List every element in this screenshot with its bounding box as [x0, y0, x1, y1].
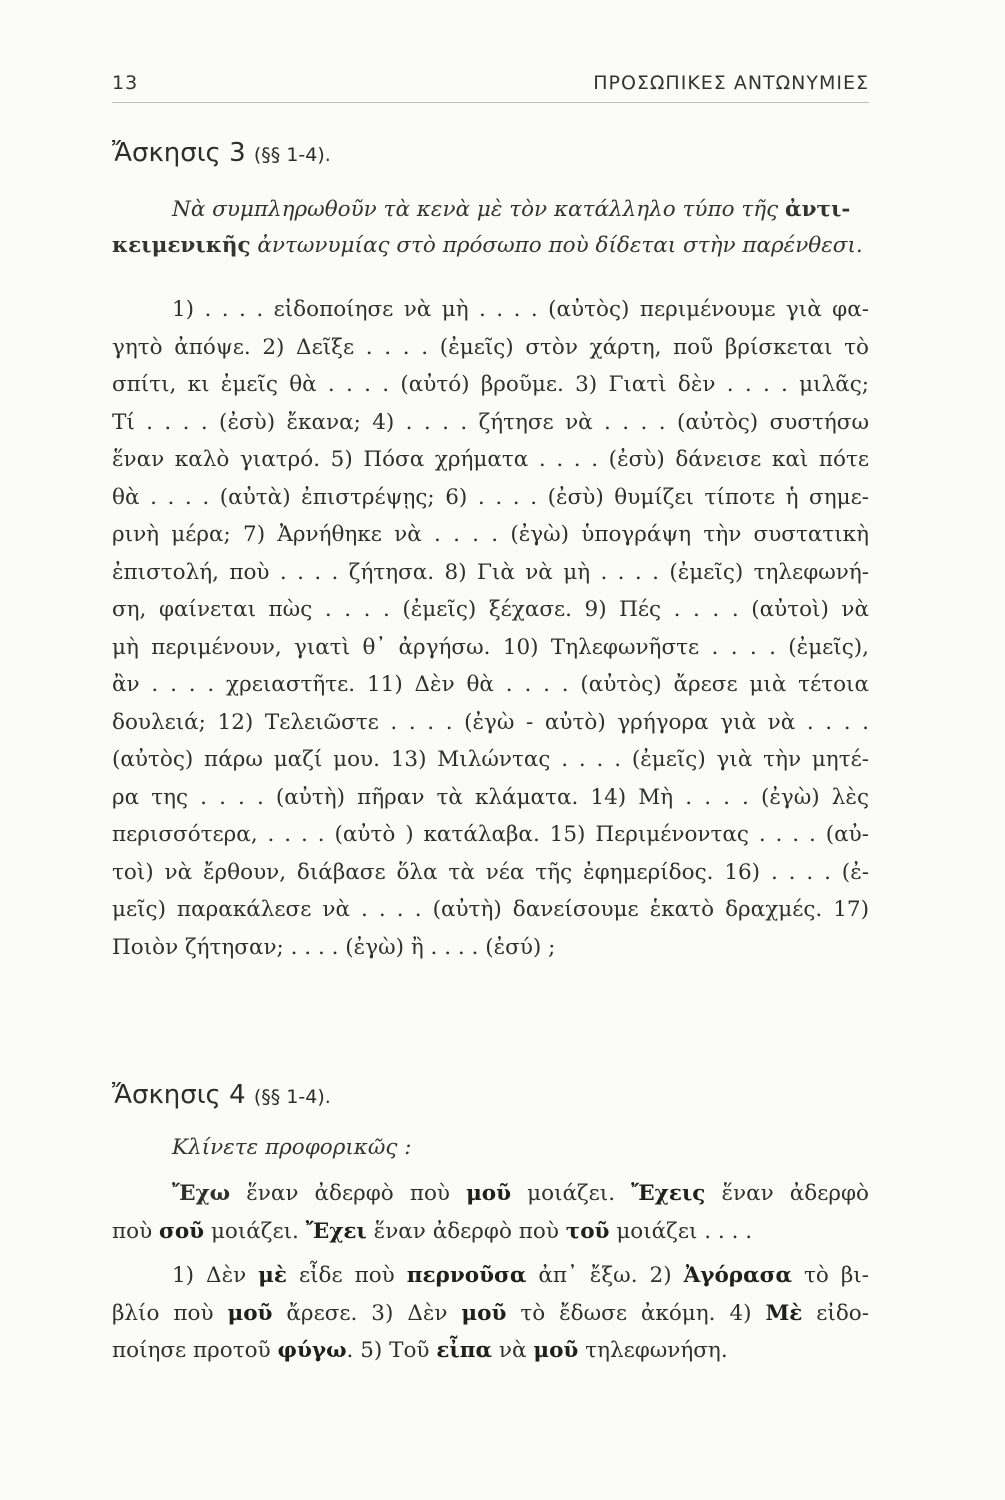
plain-text: ἄρεσε. 3) Δὲν — [272, 1300, 462, 1326]
exercise-4-title — [112, 1080, 331, 1110]
page-header — [112, 72, 869, 94]
exercise-4-instruction: Κλίνετε προφορικῶς : — [172, 1135, 412, 1160]
exercise-4-items — [112, 1257, 869, 1370]
bold-word: τοῦ — [565, 1218, 610, 1244]
page-number: 13 — [112, 72, 139, 94]
text-line: ρινὴ μέρα; 7) Ἀρνήθηκε νὰ . . . . (ἐγὼ) ὑπογράψη τὴν συστατικὴ — [112, 522, 869, 547]
bold-word: Ἔχεις — [631, 1181, 706, 1206]
plain-text: ἕναν ἀδερφὸ — [705, 1181, 870, 1206]
exercise-3-instruction — [112, 192, 869, 264]
instruction-bold: κειμενικῆς — [112, 233, 251, 258]
plain-text: τὸ ἔδωσε ἀκόμη. 4) — [506, 1300, 766, 1326]
exercise-4-ref: (§§ 1-4). — [253, 1086, 331, 1108]
plain-text: ποίησε προτοῦ — [112, 1338, 278, 1363]
text-line: γητὸ ἀπόψε. 2) Δεῖξε . . . . (ἐμεῖς) στὸν χάρτη, ποῦ βρίσκεται τὸ — [112, 334, 869, 360]
text-line: 1) . . . . εἰδοποίησε νὰ μὴ . . . . (αὐτὸς) περιμένουμε γιὰ φα- — [172, 297, 869, 322]
text-line: ἕναν καλὸ γιατρό. 5) Πόσα χρήματα . . . . (ἐσὺ) δάνεισε καὶ πότε — [112, 447, 869, 472]
text-line — [112, 1175, 869, 1213]
bold-word: Ἔχει — [305, 1218, 367, 1244]
plain-text: εἶδε ποὺ — [286, 1263, 407, 1288]
bold-word: φύγω — [277, 1338, 347, 1363]
text-line: ρα της . . . . (αὐτὴ) πῆραν τὰ κλάματα. 14) Μὴ . . . . (ἐγὼ) λὲς — [112, 784, 869, 810]
text-line: τοὶ) νὰ ἔρθουν, διάβασε ὅλα τὰ νέα τῆς ἐφημερίδος. 16) . . . . (ἐ- — [112, 859, 869, 885]
plain-text: μοιάζει. — [511, 1181, 632, 1206]
text-line — [112, 1257, 869, 1295]
plain-text: ἕναν ἀδερφὸ ποὺ — [230, 1181, 467, 1206]
bold-word: Ἀγόρασα — [683, 1263, 793, 1288]
text-line: μεῖς) παρακάλεσε νὰ . . . . (αὐτὴ) δανείσουμε ἑκατὸ δραχμές. 17) — [112, 897, 869, 922]
exercise-4-example — [112, 1175, 869, 1250]
text-line: (αὐτὸς) πάρω μαζί μου. 13) Μιλώντας . . . . (ἐμεῖς) γιὰ τὴν μητέ- — [112, 747, 869, 772]
bold-word: μοῦ — [461, 1300, 507, 1326]
bold-word: σοῦ — [158, 1218, 205, 1244]
exercise-4-title-text: Ἄσκησις 4 — [112, 1080, 246, 1110]
plain-text: ἀπ᾽ ἔξω. 2) — [526, 1263, 684, 1288]
text-line — [112, 1295, 869, 1333]
text-line — [112, 1213, 869, 1251]
text-line: Τί . . . . (ἐσὺ) ἔκανα; 4) . . . . ζήτησε νὰ . . . . (αὐτὸς) συστήσω — [112, 409, 869, 435]
instruction-part: Νὰ συμπληρωθοῦν τὰ κενὰ μὲ τὸν κατάλληλο τύπο τῆς — [172, 197, 786, 222]
plain-text: τηλεφωνήση. — [578, 1338, 728, 1363]
text-line — [112, 1332, 869, 1370]
exercise-3-ref: (§§ 1-4). — [253, 144, 331, 166]
text-line: ἐπιστολή, ποὺ . . . . ζήτησα. 8) Γιὰ νὰ μὴ . . . . (ἐμεῖς) τηλεφωνή- — [112, 559, 869, 585]
running-title: ΠΡΟΣΩΠΙΚΕΣ ΑΝΤΩΝΥΜΙΕΣ — [593, 72, 869, 94]
bold-word: εἶπα — [436, 1338, 493, 1363]
instruction-part: ἀντωνυμίας στὸ πρόσωπο ποὺ δίδεται στὴν παρένθεσι. — [250, 233, 863, 258]
plain-text: εἰδο- — [802, 1300, 869, 1326]
plain-text: τὸ βι- — [792, 1263, 869, 1288]
text-line: ἂν . . . . χρειαστῆτε. 11) Δὲν θὰ . . . . (αὐτὸς) ἄρεσε μιὰ τέτοια — [112, 672, 869, 697]
plain-text: ἕναν ἀδερφὸ ποὺ — [366, 1218, 566, 1244]
bold-word: περνοῦσα — [406, 1263, 527, 1288]
plain-text: νὰ — [492, 1338, 534, 1363]
text-line: Ποιὸν ζήτησαν; . . . . (ἐγὼ) ἢ . . . . (ἐσύ) ; — [112, 934, 556, 960]
text-line: σπίτι, κι ἐμεῖς θὰ . . . . (αὐτό) βροῦμε. 3) Γιατὶ δὲν . . . . μιλᾶς; — [112, 372, 869, 397]
instruction-bold: ἀντι- — [785, 197, 851, 222]
text-line: περισσότερα, . . . . (αὐτὸ ) κατάλαβα. 15) Περιμένοντας . . . . (αὐ- — [112, 822, 869, 847]
exercise-3-title-text: Ἄσκησις 3 — [112, 138, 246, 168]
plain-text: μοιάζει . . . . — [609, 1218, 753, 1244]
plain-text: . 5) Τοῦ — [346, 1338, 437, 1363]
bold-word: Μὲ — [765, 1300, 803, 1326]
plain-text: μοιάζει. — [204, 1218, 306, 1244]
bold-word: μοῦ — [533, 1338, 579, 1363]
bold-word: Ἔχω — [172, 1181, 231, 1206]
text-line: θὰ . . . . (αὐτὰ) ἐπιστρέψῃς; 6) . . . . (ἐσὺ) θυμίζει τίποτε ἡ σημε- — [112, 484, 869, 510]
text-line: ση, φαίνεται πὼς . . . . (ἐμεῖς) ξέχασε. 9) Πές . . . . (αὐτοὶ) νὰ — [112, 597, 869, 622]
header-rule — [112, 102, 869, 103]
plain-text: βλίο ποὺ — [112, 1300, 228, 1326]
bold-word: μοῦ — [466, 1181, 512, 1206]
text-line: δουλειά; 12) Τελειῶστε . . . . (ἐγὼ - αὐτὸ) γρήγορα γιὰ νὰ . . . . — [112, 709, 869, 735]
exercise-3-body — [112, 291, 869, 966]
bold-word: μοῦ — [227, 1300, 273, 1326]
plain-text: 1) Δὲν — [172, 1263, 259, 1288]
plain-text: ποὺ — [112, 1218, 159, 1244]
text-line: μὴ περιμένουν, γιατὶ θ᾽ ἀργήσω. 10) Τηλεφωνῆστε . . . . (ἐμεῖς), — [112, 634, 869, 660]
bold-word: μὲ — [258, 1263, 287, 1288]
exercise-3-title — [112, 138, 331, 168]
